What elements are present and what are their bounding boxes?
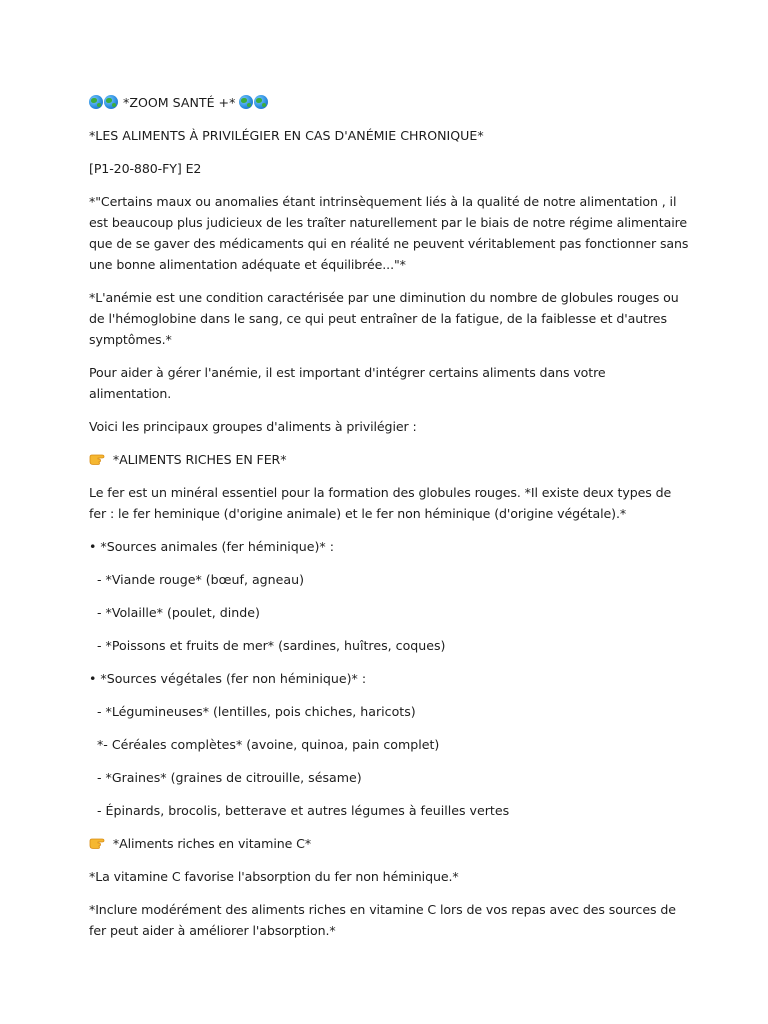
reference-code: [P1-20-880-FY] E2: [89, 161, 202, 176]
globe-icon: [254, 95, 268, 109]
iron-heading: *ALIMENTS RICHES EN FER*: [112, 452, 287, 467]
intro-quote: *"Certains maux ou anomalies étant intrinsèquement liés à la qualité de notre alimentation , il est beaucoup plus judicieux de les traîter naturellement par le biais de notre régime alimentaire que de se gaver des médicaments qui en réalité ne peuvent véritablement pas fonctionner sans une bonne alimentation adéquate et équilibrée..."*: [89, 194, 689, 272]
globe-icon: [239, 95, 253, 109]
list-item: - *Volaille* (poulet, dinde): [97, 605, 260, 620]
pointing-hand-icon: [89, 836, 107, 850]
vitc-advice: *Inclure modérément des aliments riches en vitamine C lors de vos repas avec des sources de fer peut aider à améliorer l'absorption.*: [89, 902, 676, 938]
vitc-heading-line: [89, 833, 689, 854]
pointing-hand-icon: [89, 452, 107, 466]
list-item: - *Viande rouge* (bœuf, agneau): [97, 572, 305, 587]
list-item: - *Graines* (graines de citrouille, sésame): [97, 770, 362, 785]
document-page: [89, 92, 689, 953]
intro-text: Pour aider à gérer l'anémie, il est important d'intégrer certains aliments dans votre alimentation.: [89, 365, 606, 401]
list-item: - Épinards, brocolis, betterave et autres légumes à feuilles vertes: [97, 803, 510, 818]
zoom-title-line: [89, 92, 689, 113]
list-item: *- Céréales complètes* (avoine, quinoa, pain complet): [97, 737, 440, 752]
main-title: *LES ALIMENTS À PRIVILÉGIER EN CAS D'ANÉMIE CHRONIQUE*: [89, 128, 484, 143]
list-item: - *Poissons et fruits de mer* (sardines, huîtres, coques): [97, 638, 446, 653]
list-item: - *Légumineuses* (lentilles, pois chiches, haricots): [97, 704, 416, 719]
vitc-description: *La vitamine C favorise l'absorption du fer non héminique.*: [89, 869, 459, 884]
anemia-definition: *L'anémie est une condition caractérisée par une diminution du nombre de globules rouges ou de l'hémoglobine dans le sang, ce qui peut entraîner de la fatigue, de la faiblesse et d'autres symptômes.*: [89, 290, 679, 347]
iron-description: Le fer est un minéral essentiel pour la formation des globules rouges. *Il existe deux types de fer : le fer heminique (d'origine animale) et le fer non héminique (d'origine végétale).*: [89, 485, 672, 521]
animal-sources-heading: • *Sources animales (fer héminique)* :: [89, 539, 334, 554]
vitc-heading: *Aliments riches en vitamine C*: [112, 836, 312, 851]
groups-intro: Voici les principaux groupes d'aliments à privilégier :: [89, 419, 417, 434]
zoom-title: *ZOOM SANTÉ +*: [123, 95, 236, 110]
globe-icon: [104, 95, 118, 109]
iron-heading-line: [89, 449, 689, 470]
globe-icon: [89, 95, 103, 109]
plant-sources-heading: • *Sources végétales (fer non héminique)* :: [89, 671, 367, 686]
